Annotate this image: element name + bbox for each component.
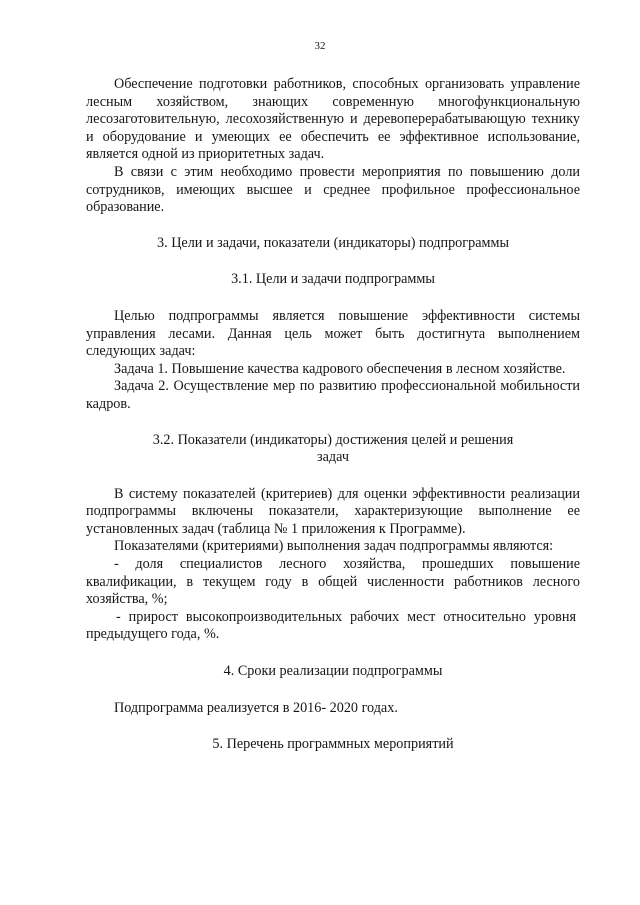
paragraph-goal: Целью подпрограммы является повышение эффективности системы управления лесами. Данная цель может быть достигнута выполнением следующих задач: bbox=[86, 307, 580, 360]
paragraph-task-2: Задача 2. Осуществление мер по развитию профессиональной мобильности кадров. bbox=[86, 378, 580, 412]
list-item-indicator-1: - доля специалистов лесного хозяйства, прошедших повышение квалификации, в текущем году в общей численности работников лесного хозяйства, %; bbox=[86, 556, 580, 608]
section-heading-4: 4. Сроки реализации подпрограммы bbox=[223, 663, 443, 680]
subsection-heading-3-2-line1: 3.2. Показатели (индикаторы) достижения целей и решения bbox=[152, 431, 514, 448]
paragraph-indicators-system: В систему показателей (критериев) для оценки эффективности реализации подпрограммы включены показатели, характеризующие выполнение ее установленных задач (таблица № 1 приложения к Программе). bbox=[86, 485, 580, 537]
subsection-heading-3-2 bbox=[86, 432, 580, 467]
paragraph-staff-training: Обеспечение подготовки работников, способных организовать управление лесным хозяйством, знающих современную многофункциональную лесозаготовительную, лесохозяйственную и деревоперерабатывающую технику и оборудование и умеющих ее обеспечить ее эффективное использование, является одной из приоритетных задач. bbox=[86, 76, 580, 163]
subsection-heading-3-2-line2: задач bbox=[317, 449, 349, 466]
section-heading-5: 5. Перечень программных мероприятий bbox=[212, 736, 454, 753]
paragraph-implementation-period: Подпрограмма реализуется в 2016- 2020 годах. bbox=[114, 699, 398, 716]
document-body bbox=[86, 76, 580, 754]
paragraph-indicators-intro: Показателями (критериями) выполнения задач подпрограммы являются: bbox=[114, 538, 554, 555]
paragraph-education-share: В связи с этим необходимо провести мероприятия по повышению доли сотрудников, имеющих высшее и среднее профильное профессиональное образование. bbox=[86, 163, 580, 216]
page-number: 32 bbox=[314, 40, 326, 52]
paragraph-task-1: Задача 1. Повышение качества кадрового обеспечения в лесном хозяйстве. bbox=[114, 360, 566, 377]
subsection-heading-3-1: 3.1. Цели и задачи подпрограммы bbox=[231, 271, 435, 288]
list-item-indicator-2: - прирост высокопроизводительных рабочих мест относительно уровня предыдущего года, %. bbox=[86, 608, 576, 643]
section-heading-3: 3. Цели и задачи, показатели (индикаторы) подпрограммы bbox=[157, 234, 509, 251]
